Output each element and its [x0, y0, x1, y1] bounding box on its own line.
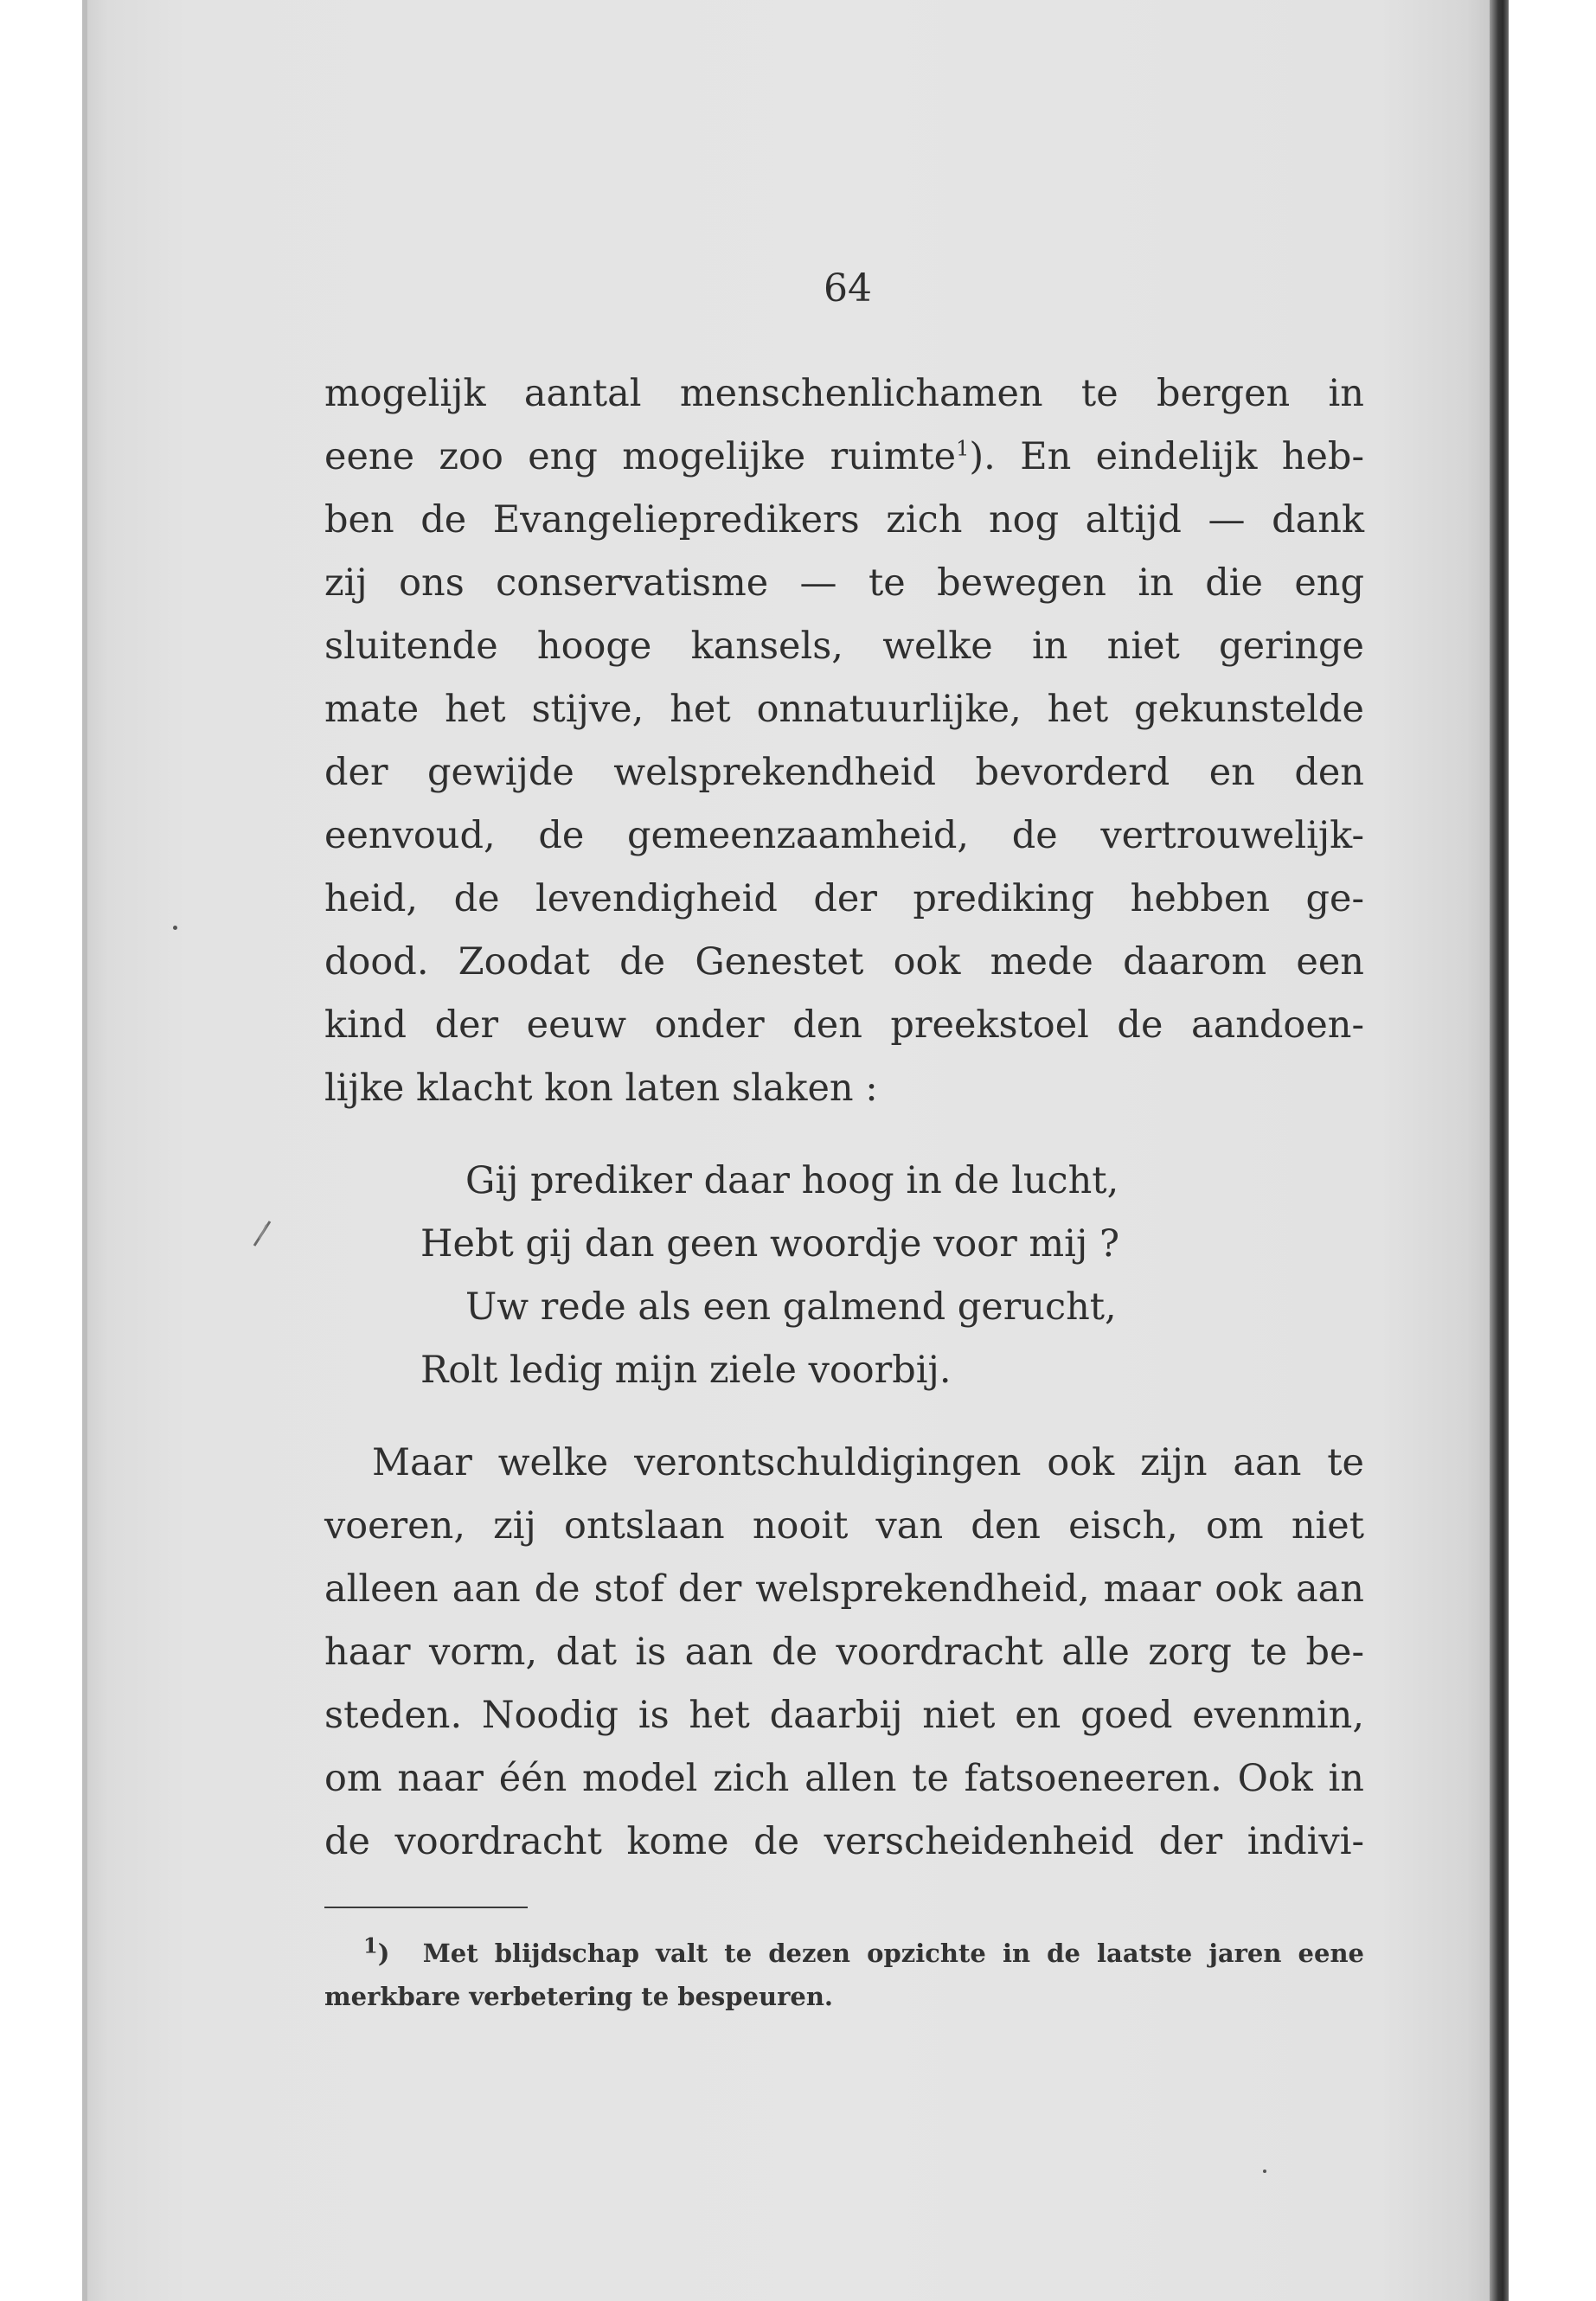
page-left-edge	[82, 0, 87, 2301]
text-segment: ). En eindelijk heb-	[969, 435, 1364, 478]
verse-line: Hebt gij dan geen woordje voor mij ?	[420, 1222, 1119, 1266]
text-line: haar vorm, dat is aan de voordracht alle zorg te be-	[324, 1631, 1364, 1674]
text-line: dood. Zoodat de Genestet ook mede daarom een	[324, 940, 1364, 984]
pencil-mark	[251, 1220, 273, 1249]
paper-speck	[173, 926, 177, 930]
text-line: de voordracht kome de verscheidenheid der indivi-	[324, 1820, 1364, 1863]
text-line: ben de Evangeliepredikers zich nog altijd — dank	[324, 498, 1364, 542]
verse-line: Rolt ledig mijn ziele voorbij.	[420, 1349, 952, 1392]
text-line	[324, 435, 1364, 478]
text-line: zij ons conservatisme — te bewegen in die eng	[324, 561, 1364, 605]
text-line: sluitende hooge kansels, welke in niet geringe	[324, 625, 1364, 668]
text-line: voeren, zij ontslaan nooit van den eisch, om niet	[324, 1504, 1364, 1548]
text-line: mogelijk aantal menschenlichamen te bergen in	[324, 372, 1364, 415]
text-line: heid, de levendigheid der prediking hebben ge-	[324, 877, 1364, 920]
footnote-marker: 1	[363, 1932, 378, 1958]
verse-line: Gij prediker daar hoog in de lucht,	[465, 1159, 1119, 1202]
footnote-text: Met blijdschap valt te dezen opzichte in de laatste jaren eene	[422, 1939, 1364, 1968]
text-line: lijke klacht kon laten slaken :	[324, 1067, 878, 1110]
text-line: steden. Noodig is het daarbij niet en goed evenmin,	[324, 1694, 1364, 1737]
footnote-line	[363, 1932, 1364, 1971]
book-spine-shadow	[1490, 0, 1509, 2301]
text-line: kind der eeuw onder den preekstoel de aandoen-	[324, 1003, 1364, 1047]
text-line: om naar één model zich allen te fatsoeneeren. Ook in	[324, 1757, 1364, 1800]
footnote-line: merkbare verbetering te bespeuren.	[324, 1982, 834, 2011]
footnote-marker-close: )	[377, 1939, 390, 1968]
text-line: eenvoud, de gemeenzaamheid, de vertrouwelijk-	[324, 814, 1364, 857]
text-line: der gewijde welsprekendheid bevorderd en den	[324, 751, 1364, 794]
footnote-separator	[324, 1907, 528, 1908]
footnote-reference: 1	[956, 436, 970, 461]
paper-speck	[1263, 2170, 1266, 2173]
text-segment: eene zoo eng mogelijke ruimte	[324, 435, 957, 478]
page-number: 64	[824, 266, 872, 311]
text-line: mate het stijve, het onnatuurlijke, het gekunstelde	[324, 688, 1364, 731]
text-line: alleen aan de stof der welsprekendheid, maar ook aan	[324, 1567, 1364, 1611]
text-line: Maar welke verontschuldigingen ook zijn aan te	[372, 1441, 1364, 1484]
verse-line: Uw rede als een galmend gerucht,	[465, 1285, 1117, 1329]
